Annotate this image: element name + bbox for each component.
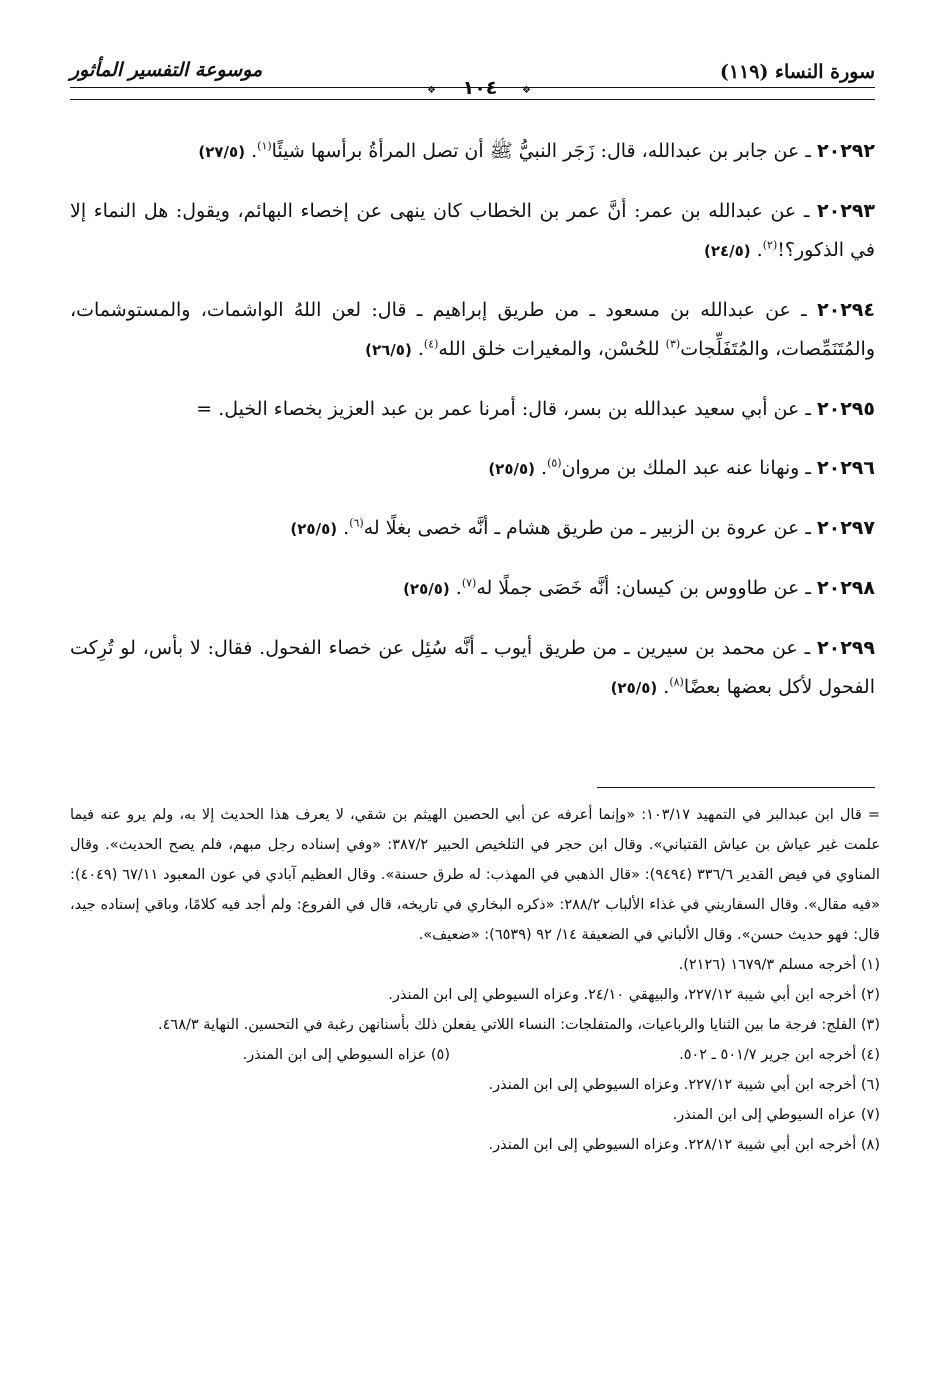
hadith-text: ـ عن محمد بن سيرين ـ من طريق أيوب ـ أنَّه سُئِل عن خصاء الفحول. فقال: لا بأس، لو تُرِكت الفحول لأكل بعضها بعضًا <box>70 637 875 698</box>
volume-reference: (٢٥/٥) <box>610 679 658 697</box>
volume-reference: (٢٧/٥) <box>198 143 246 161</box>
hadith-item <box>70 291 875 370</box>
volume-reference: (٢٥/٥) <box>488 460 535 478</box>
footnote-marker: (١) <box>257 139 272 153</box>
hadith-item <box>70 390 875 429</box>
hadith-end: . <box>541 457 548 479</box>
footnote-6: (٦) أخرجه ابن أبي شيبة ٢٢٧/١٢. وعزاه السيوطي إلى ابن المنذر. <box>488 1077 880 1093</box>
footnote-marker: (٣) <box>665 337 681 351</box>
hadith-end: . <box>417 338 424 360</box>
hadith-text: ـ عن طاووس بن كيسان: أنَّه خَصَى جملًا له <box>476 577 811 599</box>
hadith-number: ٢٠٢٩٢ <box>817 140 875 162</box>
hadith-text: ـ ونهانا عنه عبد الملك بن مروان <box>561 457 811 479</box>
footnote-marker: (٧) <box>461 576 477 590</box>
hadith-text: ـ عن أبي سعيد عبدالله بن بسر، قال: أمرنا عمر بن عبد العزيز بخصاء الخيل. = <box>196 398 811 420</box>
footnote-marker: (٤) <box>423 337 439 351</box>
footnote-5: (٥) عزاه السيوطي إلى ابن المنذر. <box>242 1047 450 1063</box>
volume-reference: (٢٦/٥) <box>365 341 412 359</box>
hadith-number: ٢٠٢٩٦ <box>817 457 875 479</box>
hadith-end: . <box>251 140 258 162</box>
hadith-text-continued: للحُسْن، والمغيرات خلق الله <box>438 338 660 360</box>
footnote-3: (٣) الفلج: فرجة ما بين الثنايا والرباعيات، والمتفلجات: النساء اللاتي يفعلن ذلك بأسنانهن رغبة في التحسين. النهاية ٤٦٨/٣. <box>158 1017 880 1033</box>
hadith-item <box>70 569 875 609</box>
footnote-marker: (٢) <box>762 238 778 252</box>
hadith-number: ٢٠٢٩٣ <box>817 200 876 222</box>
ornament-right-icon: ❖ <box>522 85 531 96</box>
hadith-text: ـ عن جابر بن عبدالله، قال: زَجَر النبيُّ ﷺ أن تصل المرأةُ برأسها شيئًا <box>271 140 811 162</box>
footnote-7: (٧) عزاه السيوطي إلى ابن المنذر. <box>672 1107 880 1123</box>
footnote-continuation: = قال ابن عبدالبر في التمهيد ١٠٣/١٧: «وإنما أعرفه عن أبي الحصين الهيثم بن شقي، لا يعرف هذا الحديث إلا به، ولم يرو عنه فيما علمت غير عياش بن عياش القتباني». وقال ابن حجر في التلخيص الحبير ٣٨٧/٢: «وفي إسناده رجل مبهم، فلم يصح الحديث». وقال المناوي في فيض القدير ٣٣٦/٦ (٩٤٩٤): «قال الذهبي في المهذب: له طرق حسنة». وقال العظيم آبادي في عون المعبود ٦٧/١١ (٤٠٤٩): «فيه مقال». وقال السفاريني في غذاء الألباب ٢٨٨/٢: «ذكره البخاري في تاريخه، قال في الفروع: ولم أجد فيه كلامًا، وباقي إسناده جيد، قال: فهو حديث حسن». وقال الألباني في الضعيفة ١٤/ ٩٢ (٦٥٣٩): «ضعيف». <box>70 807 880 943</box>
hadith-number: ٢٠٢٩٩ <box>817 637 875 659</box>
hadith-text: ـ عن عروة بن الزبير ـ من طريق هشام ـ أنَّه خصى بغلًا له <box>363 517 811 539</box>
footnote-4: (٤) أخرجه ابن جرير ٥٠١/٧ ـ ٥٠٢. <box>679 1047 880 1063</box>
hadith-end: . <box>663 676 670 698</box>
hadith-end: . <box>455 577 462 599</box>
header-rule-bottom <box>70 99 875 100</box>
hadith-item <box>70 629 875 708</box>
footnote-1: (١) أخرجه مسلم ١٦٧٩/٣ (٢١٢٦). <box>678 957 880 973</box>
hadith-item <box>70 132 875 172</box>
footnote-8: (٨) أخرجه ابن أبي شيبة ٢٢٨/١٢. وعزاه السيوطي إلى ابن المنذر. <box>488 1137 880 1153</box>
hadith-item <box>70 192 875 271</box>
footnote-marker: (٥) <box>547 456 562 470</box>
hadith-number: ٢٠٢٩٤ <box>817 299 875 321</box>
hadith-text: ـ عن عبدالله بن عمر: أنَّ عمر بن الخطاب كان ينهى عن إخصاء البهائم، ويقول: هل النماء إلا في الذكور؟! <box>70 200 875 261</box>
volume-reference: (٢٤/٥) <box>703 242 751 260</box>
footnote-separator <box>597 787 875 788</box>
footnote-marker: (٨) <box>669 675 684 689</box>
footnotes <box>70 800 880 1160</box>
footnote-pair <box>70 1040 880 1070</box>
hadith-item <box>70 449 875 489</box>
hadith-end: . <box>343 517 350 539</box>
hadith-number: ٢٠٢٩٨ <box>817 577 875 599</box>
page-header <box>70 55 875 105</box>
hadith-list <box>70 132 875 728</box>
hadith-text: ـ عن عبدالله بن مسعود ـ من طريق إبراهيم ـ قال: لعن اللهُ الواشمات، والمستوشمات، والمُتَنَمِّصات، والمُتَفَلِّجات <box>70 299 875 360</box>
hadith-number: ٢٠٢٩٧ <box>817 517 875 539</box>
hadith-end: . <box>756 239 763 261</box>
footnote-2: (٢) أخرجه ابن أبي شيبة ٢٢٧/١٢، والبيهقي ٢٤/١٠. وعزاه السيوطي إلى ابن المنذر. <box>388 987 880 1003</box>
footnote-marker: (٦) <box>349 516 364 530</box>
hadith-number: ٢٠٢٩٥ <box>817 398 875 420</box>
hadith-item <box>70 509 875 549</box>
volume-reference: (٢٥/٥) <box>403 580 450 598</box>
book-title: موسوعة التفسير المأثور <box>70 59 263 81</box>
volume-reference: (٢٥/٥) <box>290 520 338 538</box>
page-number: ١٠٤ <box>462 77 498 99</box>
ornament-left-icon: ❖ <box>427 85 436 96</box>
surah-title: سورة النساء (١١٩) <box>719 61 875 83</box>
